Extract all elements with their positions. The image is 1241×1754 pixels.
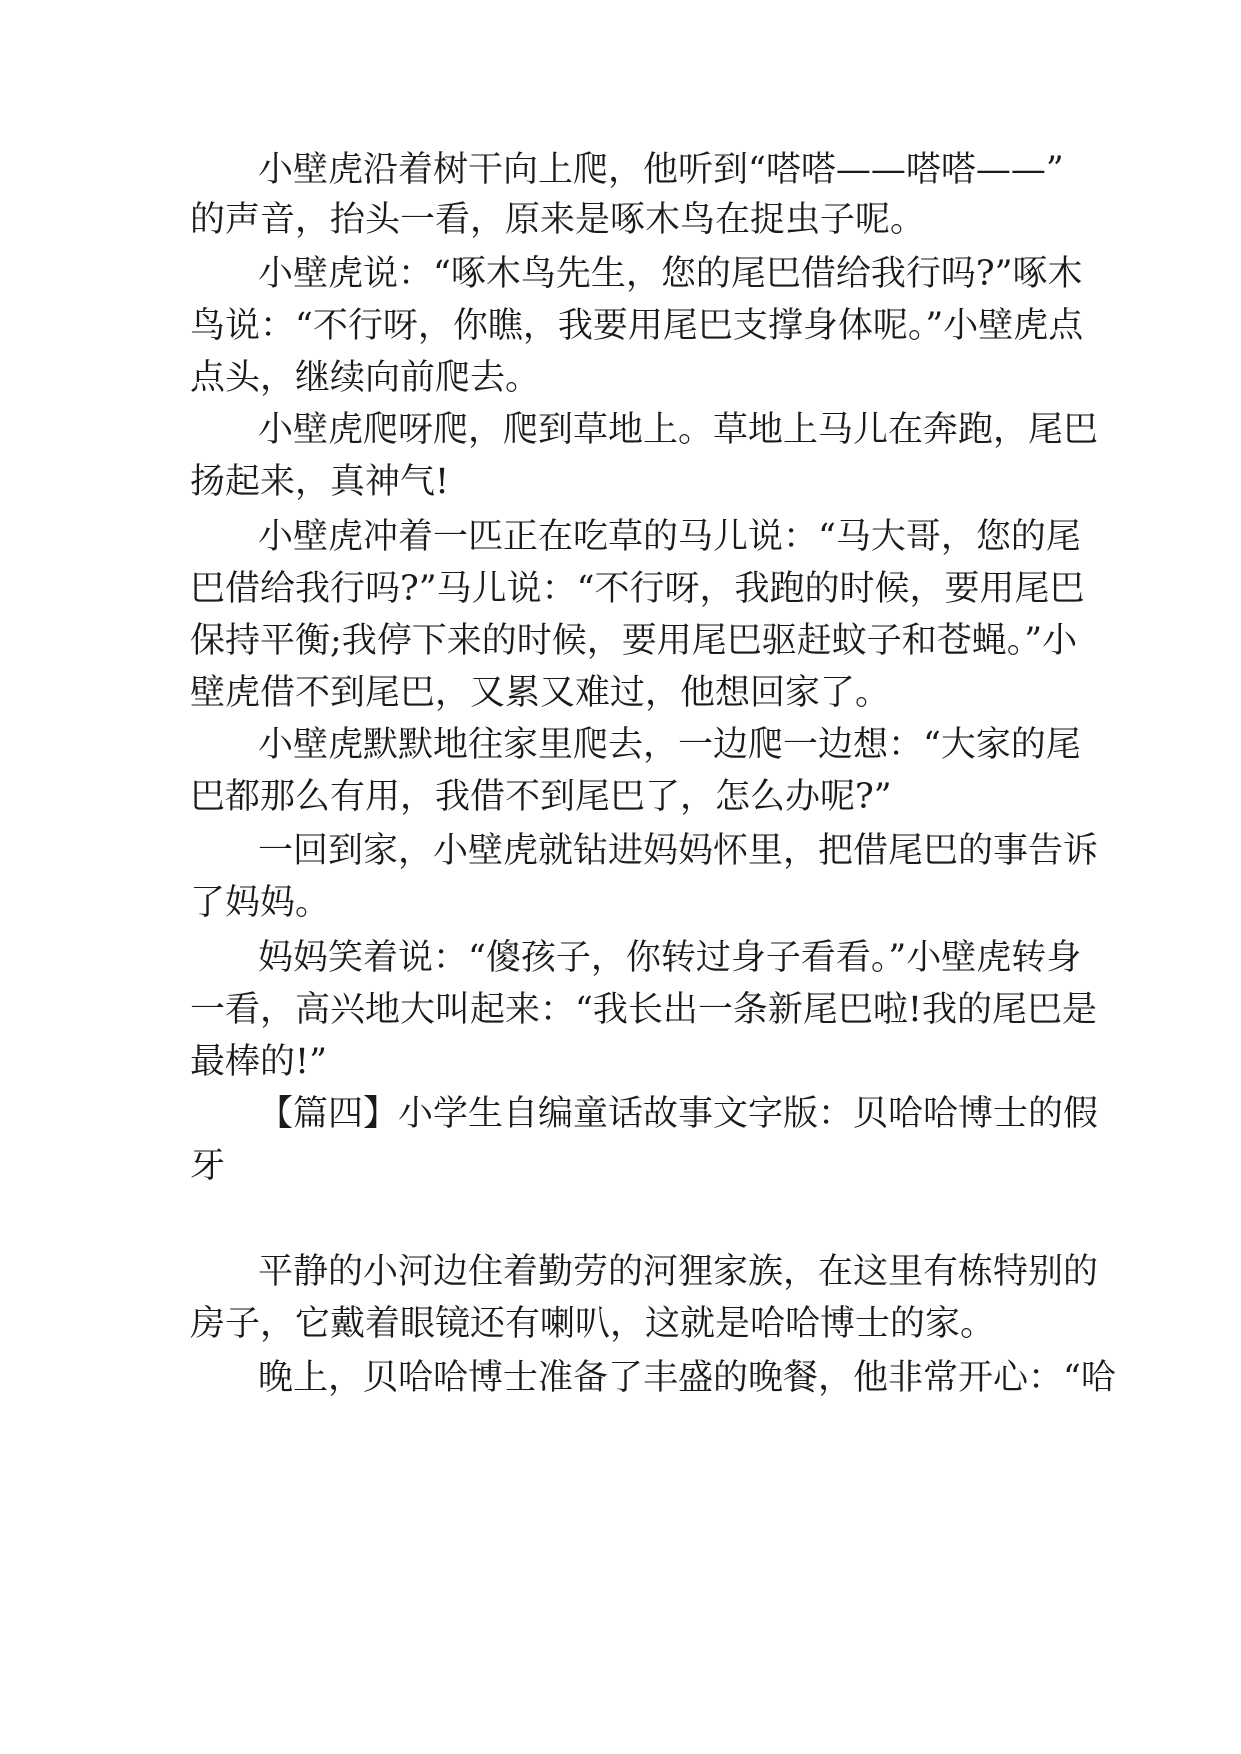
text-line-13: 巴都那么有用，我借不到尾巴了，怎么办呢?” bbox=[190, 777, 892, 817]
text-line-21: 晚上，贝哈哈博士准备了丰盛的晚餐，他非常开心：“哈 bbox=[258, 1358, 1116, 1398]
section-heading-line-1: 【篇四】小学生自编童话故事文字版：贝哈哈博士的假 bbox=[258, 1094, 1099, 1134]
text-line-6: 小壁虎爬呀爬，爬到草地上。草地上马儿在奔跑，尾巴 bbox=[258, 410, 1099, 450]
section-heading-line-2: 牙 bbox=[190, 1146, 226, 1186]
text-line-12: 小壁虎默默地往家里爬去，一边爬一边想：“大家的尾 bbox=[258, 725, 1081, 765]
text-line-16: 妈妈笑着说：“傻孩子，你转过身子看看。”小壁虎转身 bbox=[258, 938, 1082, 978]
text-line-20: 房子，它戴着眼镜还有喇叭，这就是哈哈博士的家。 bbox=[190, 1304, 996, 1344]
text-line-17: 一看，高兴地大叫起来：“我长出一条新尾巴啦!我的尾巴是 bbox=[190, 990, 1097, 1030]
text-line-14: 一回到家，小壁虎就钻进妈妈怀里，把借尾巴的事告诉 bbox=[258, 831, 1099, 871]
text-line-1: 小壁虎沿着树干向上爬，他听到“嗒嗒——嗒嗒——” bbox=[258, 150, 1064, 190]
text-line-2: 的声音，抬头一看，原来是啄木鸟在捉虫子呢。 bbox=[190, 200, 926, 240]
text-line-18: 最棒的!” bbox=[190, 1042, 327, 1082]
text-line-7: 扬起来，真神气! bbox=[190, 462, 450, 502]
text-line-10: 保持平衡;我停下来的时候，要用尾巴驱赶蚊子和苍蝇。”小 bbox=[190, 621, 1078, 661]
text-line-5: 点头，继续向前爬去。 bbox=[190, 358, 541, 398]
text-line-15: 了妈妈。 bbox=[190, 883, 331, 923]
text-line-9: 巴借给我行吗?”马儿说：“不行呀，我跑的时候，要用尾巴 bbox=[190, 569, 1085, 609]
text-line-4: 鸟说：“不行呀，你瞧，我要用尾巴支撑身体呢。”小壁虎点 bbox=[190, 306, 1084, 346]
text-line-3: 小壁虎说：“啄木鸟先生，您的尾巴借给我行吗?”啄木 bbox=[258, 254, 1083, 294]
text-line-8: 小壁虎冲着一匹正在吃草的马儿说：“马大哥，您的尾 bbox=[258, 517, 1081, 557]
text-line-11: 壁虎借不到尾巴，又累又难过，他想回家了。 bbox=[190, 673, 891, 713]
text-line-19: 平静的小河边住着勤劳的河狸家族，在这里有栋特别的 bbox=[258, 1252, 1099, 1292]
